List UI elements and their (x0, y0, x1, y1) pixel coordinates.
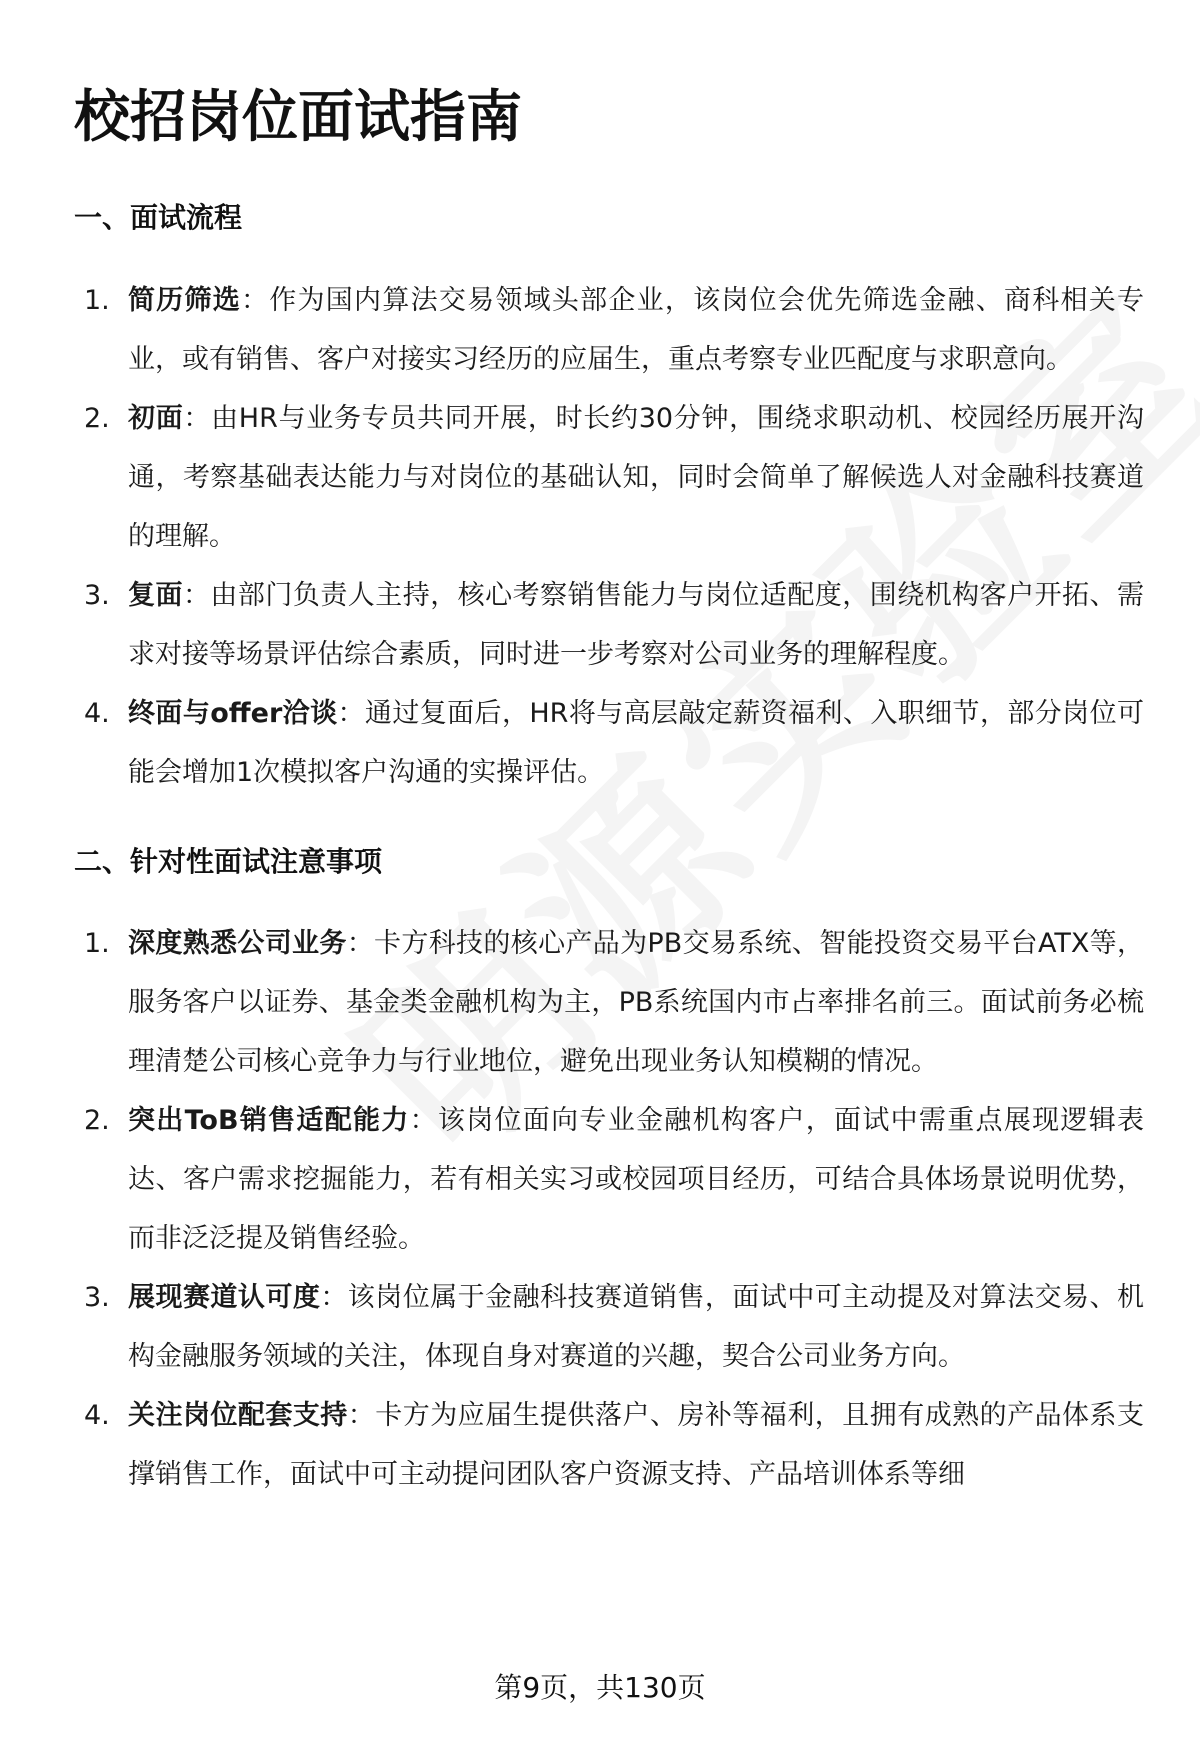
list-item (0, 389, 1200, 566)
item-description: ：该岗位面向专业金融机构客户，面试中需重点展现逻辑表达、客户需求挖掘能力，若有相关实习或校园项目经历，可结合具体场景说明优势，而非泛泛提及销售经验。 (128, 1105, 1144, 1254)
list-item (0, 566, 1200, 684)
item-number: 2. (84, 1105, 110, 1136)
notes-list (0, 914, 1200, 1504)
item-description: ：作为国内算法交易领域头部企业，该岗位会优先筛选金融、商科相关专业，或有销售、客户对接实习经历的应届生，重点考察专业匹配度与求职意向。 (128, 285, 1145, 375)
item-description: ：该岗位属于金融科技赛道销售，面试中可主动提及对算法交易、机构金融服务领域的关注，体现自身对赛道的兴趣，契合公司业务方向。 (128, 1282, 1145, 1372)
page-title: 校招岗位面试指南 (74, 85, 522, 150)
item-description: ：通过复面后，HR将与高层敲定薪资福利、入职细节，部分岗位可能会增加1次模拟客户沟通的实操评估。 (128, 698, 1144, 788)
item-text (128, 389, 1144, 566)
item-term: 简历筛选 (128, 285, 242, 316)
item-text (128, 566, 1144, 684)
item-number: 1. (84, 928, 110, 959)
section-heading-notes: 二、针对性面试注意事项 (74, 845, 383, 878)
item-term: 复面 (128, 580, 183, 611)
list-item (0, 684, 1200, 802)
item-description: ：卡方科技的核心产品为PB交易系统、智能投资交易平台ATX等，服务客户以证券、基金类金融机构为主，PB系统国内市占率排名前三。面试前务必梳理清楚公司核心竞争力与行业地位，避免出现业务认知模糊的情况。 (128, 928, 1144, 1077)
item-term: 关注岗位配套支持 (128, 1400, 348, 1431)
item-number: 4. (84, 1400, 110, 1431)
page-number: 第9页，共130页 (494, 1671, 706, 1704)
item-term: 初面 (128, 403, 184, 434)
item-number: 1. (84, 285, 110, 316)
item-term: 展现赛道认可度 (128, 1282, 321, 1313)
item-term: 终面与offer洽谈 (128, 698, 338, 729)
item-text (128, 684, 1144, 802)
item-term: 深度熟悉公司业务 (128, 928, 347, 959)
item-text (128, 1386, 1144, 1504)
item-number: 4. (84, 698, 110, 729)
item-term: 突出ToB销售适配能力 (128, 1105, 410, 1136)
item-number: 3. (84, 580, 110, 611)
list-item (0, 914, 1200, 1091)
item-description: ：卡方为应届生提供落户、房补等福利，且拥有成熟的产品体系支撑销售工作，面试中可主动提问团队客户资源支持、产品培训体系等细 (128, 1400, 1145, 1490)
list-item (0, 1091, 1200, 1268)
item-description: ：由HR与业务专员共同开展，时长约30分钟，围绕求职动机、校园经历展开沟通，考察基础表达能力与对岗位的基础认知，同时会简单了解候选人对金融科技赛道的理解。 (128, 403, 1144, 552)
list-item (0, 1268, 1200, 1386)
item-text (128, 914, 1144, 1091)
item-number: 2. (84, 403, 110, 434)
section-heading-process: 一、面试流程 (74, 201, 243, 234)
item-description: ：由部门负责人主持，核心考察销售能力与岗位适配度，围绕机构客户开拓、需求对接等场景评估综合素质，同时进一步考察对公司业务的理解程度。 (128, 580, 1145, 670)
item-number: 3. (84, 1282, 110, 1313)
item-text (128, 271, 1144, 389)
list-item (0, 1386, 1200, 1504)
list-item (0, 271, 1200, 389)
item-text (128, 1268, 1144, 1386)
process-list (0, 271, 1200, 802)
item-text (128, 1091, 1144, 1268)
